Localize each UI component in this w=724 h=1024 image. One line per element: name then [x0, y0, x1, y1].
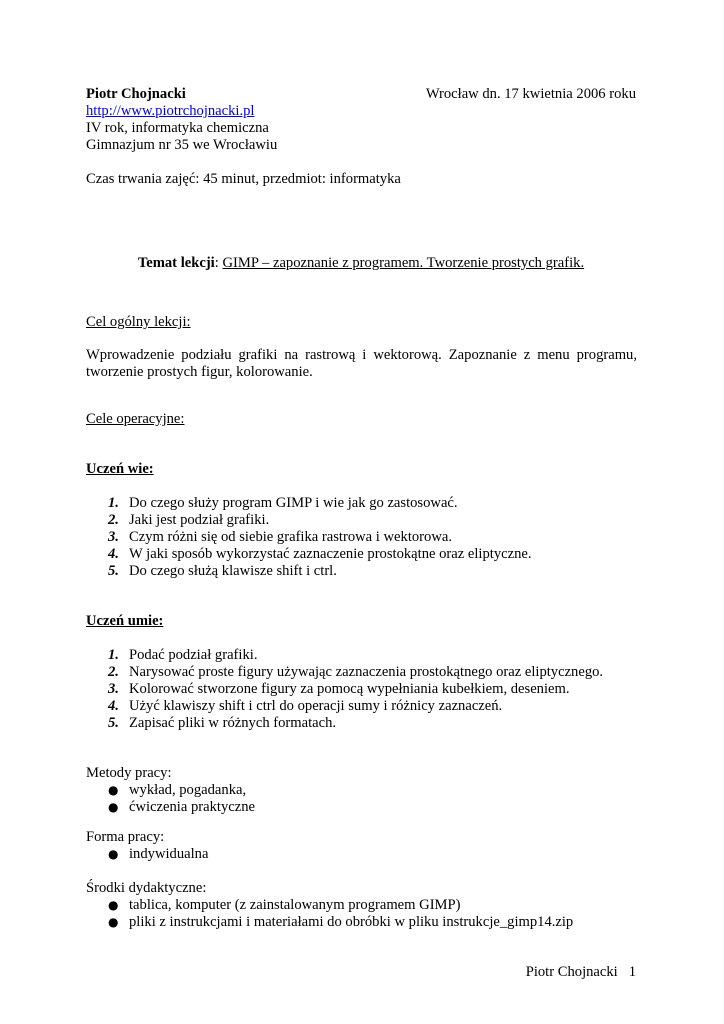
- student-knows-item: [108, 512, 269, 529]
- bullet-icon: ●: [108, 800, 119, 814]
- student-can-item: [108, 715, 336, 732]
- bullet-icon: ●: [108, 915, 119, 929]
- list-number: 1.: [108, 495, 119, 511]
- topic-separator: :: [214, 255, 223, 271]
- website-link[interactable]: http://www.piotrchojnacki.pl: [86, 103, 255, 119]
- student-can-heading: Uczeń umie:: [86, 613, 164, 629]
- list-number: 4.: [108, 698, 119, 714]
- list-text: Narysować proste figury używając zaznaczenia prostokątnego oraz eliptycznego.: [129, 664, 604, 680]
- student-can-item: [108, 664, 603, 681]
- resources-item: [108, 897, 461, 914]
- methods-heading: Metody pracy:: [86, 765, 172, 781]
- student-can-item: [108, 698, 502, 715]
- list-text: tablica, komputer (z zainstalowanym programem GIMP): [129, 897, 461, 913]
- list-text: Zapisać pliki w różnych formatach.: [129, 715, 337, 731]
- student-knows-item: [108, 529, 452, 546]
- operational-goals-heading: Cele operacyjne:: [86, 411, 185, 427]
- list-text: wykład, pogadanka,: [129, 782, 247, 798]
- methods-item: [108, 782, 246, 799]
- list-text: Podać podział grafiki.: [129, 647, 258, 663]
- list-number: 2.: [108, 664, 119, 680]
- duration-info: Czas trwania zajęć: 45 minut, przedmiot: informatyka: [86, 171, 401, 187]
- student-can-item: [108, 647, 257, 664]
- list-number: 3.: [108, 529, 119, 545]
- list-text: Do czego służy program GIMP i wie jak go zastosować.: [129, 495, 458, 511]
- bullet-icon: ●: [108, 898, 119, 912]
- list-text: pliki z instrukcjami i materiałami do obróbki w pliku instrukcje_gimp14.zip: [129, 914, 574, 930]
- student-knows-item: [108, 495, 458, 512]
- bullet-icon: ●: [108, 847, 119, 861]
- list-text: Do czego służą klawisze shift i ctrl.: [129, 563, 337, 579]
- list-number: 5.: [108, 715, 119, 731]
- list-number: 5.: [108, 563, 119, 579]
- student-knows-heading: Uczeń wie:: [86, 461, 154, 477]
- page-footer: [526, 964, 636, 981]
- list-text: Użyć klawiszy shift i ctrl do operacji sumy i różnicy zaznaczeń.: [129, 698, 503, 714]
- resources-item: [108, 914, 573, 931]
- footer-author: Piotr Chojnacki: [525, 964, 618, 980]
- resources-heading: Środki dydaktyczne:: [86, 880, 207, 896]
- list-number: 2.: [108, 512, 119, 528]
- list-text: Jaki jest podział grafiki.: [129, 512, 270, 528]
- list-text: ćwiczenia praktyczne: [129, 799, 255, 815]
- list-number: 3.: [108, 681, 119, 697]
- topic-text: GIMP – zapoznanie z programem. Tworzenie prostych grafik.: [222, 255, 585, 271]
- place-date: Wrocław dn. 17 kwietnia 2006 roku: [425, 86, 636, 102]
- list-number: 1.: [108, 647, 119, 663]
- methods-item: [108, 799, 255, 816]
- study-info: IV rok, informatyka chemiczna: [86, 120, 269, 136]
- topic-label: Temat lekcji: [137, 255, 215, 271]
- list-text: indywidualna: [129, 846, 209, 862]
- bullet-icon: ●: [108, 783, 119, 797]
- list-number: 4.: [108, 546, 119, 562]
- list-text: Kolorować stworzone figury za pomocą wypełniania kubełkiem, deseniem.: [129, 681, 570, 697]
- form-heading: Forma pracy:: [86, 829, 165, 845]
- page-number: 1: [628, 964, 636, 980]
- student-knows-item: [108, 563, 337, 580]
- student-can-item: [108, 681, 570, 698]
- list-text: Czym różni się od siebie grafika rastrowa i wektorowa.: [129, 529, 452, 545]
- student-knows-item: [108, 546, 532, 563]
- website-link-wrapper: [86, 103, 254, 120]
- lesson-topic: [86, 255, 636, 272]
- author-name: Piotr Chojnacki: [86, 86, 186, 102]
- general-goal-heading: Cel ogólny lekcji:: [86, 314, 191, 330]
- school-info: Gimnazjum nr 35 we Wrocławiu: [86, 137, 278, 153]
- form-item: [108, 846, 208, 863]
- general-goal-text: Wprowadzenie podziału grafiki na rastrową i wektorową. Zapoznanie z menu programu, tworzenie prostych figur, kolorowanie.: [86, 347, 637, 380]
- list-text: W jaki sposób wykorzystać zaznaczenie prostokątne oraz eliptyczne.: [129, 546, 532, 562]
